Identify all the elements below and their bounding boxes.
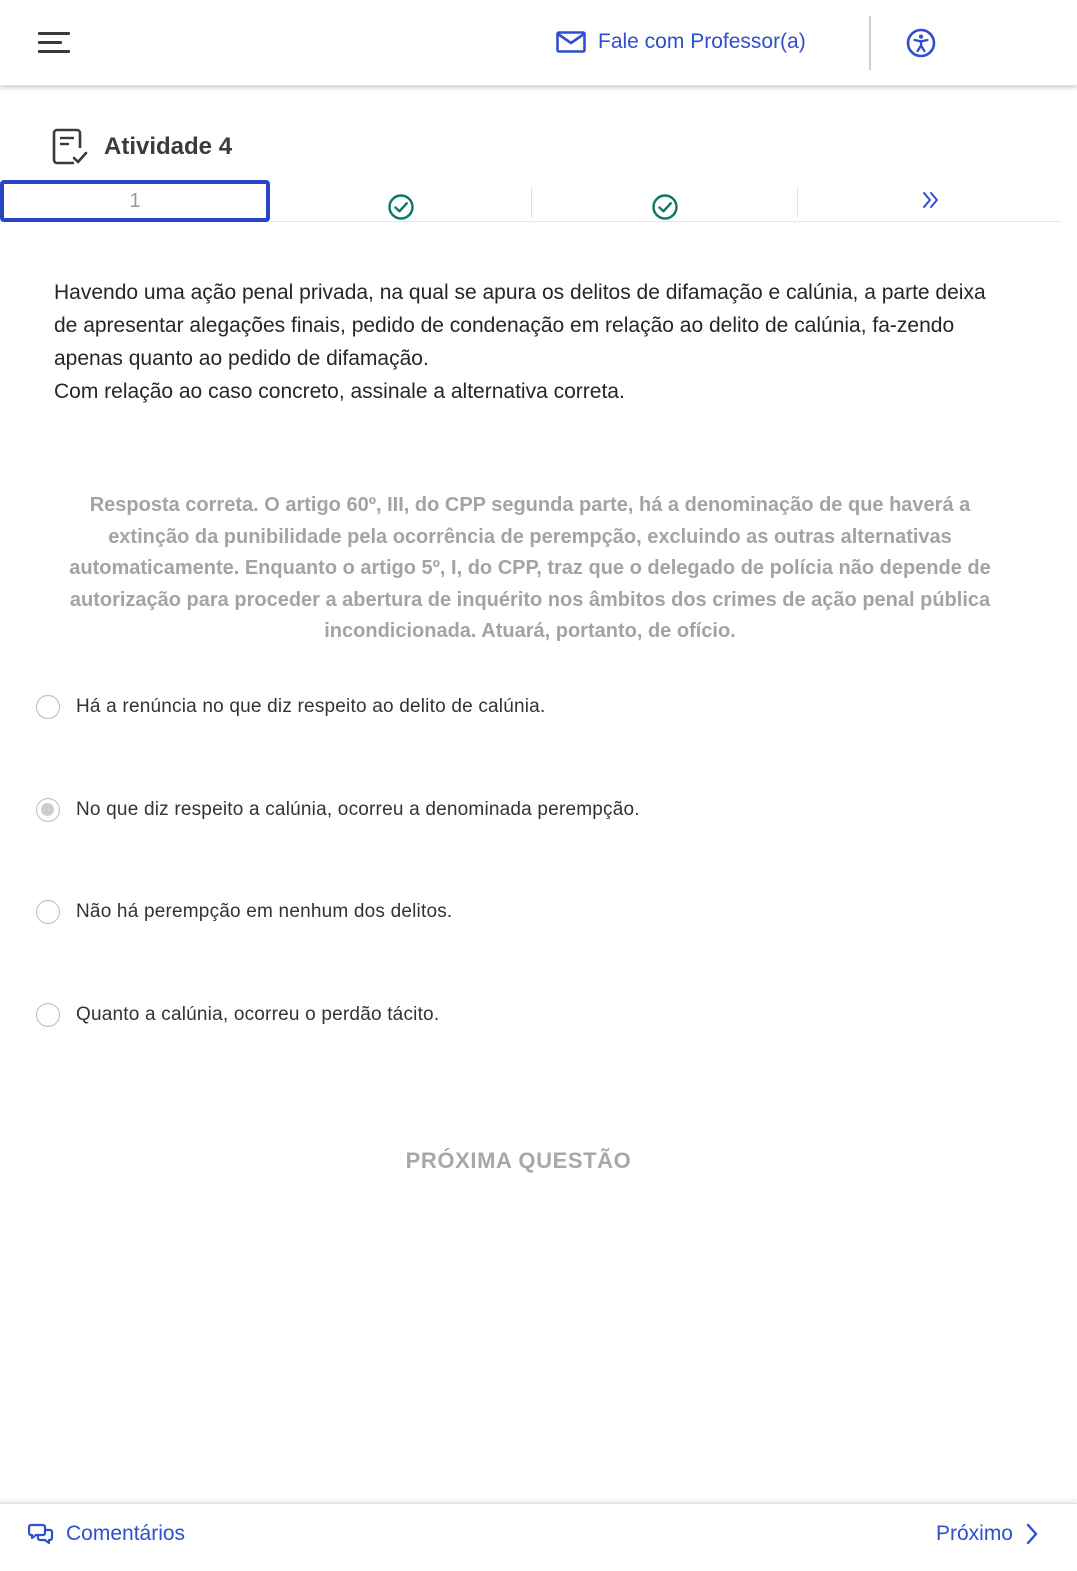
next-link[interactable]	[936, 1522, 1039, 1546]
answer-option-2[interactable]	[36, 796, 640, 824]
top-bar	[0, 0, 1077, 86]
comments-link[interactable]	[28, 1522, 185, 1546]
contact-teacher-label: Fale com Professor(a)	[598, 30, 806, 53]
question-statement: Havendo uma ação penal privada, na qual se apura os delitos de difamação e calúnia, a parte deixa de apresentar alegações finais, pedido de condenação em relação ao delito de calúnia, fa-zendo apenas quanto ao pedido de difamação.	[54, 281, 986, 370]
radio-button-selected[interactable]	[36, 798, 60, 822]
check-circle-icon	[387, 193, 415, 221]
option-label: Há a renúncia no que diz respeito ao delito de calúnia.	[76, 696, 546, 717]
comments-label: Comentários	[66, 1522, 186, 1545]
question-steps	[0, 180, 1062, 222]
radio-button[interactable]	[36, 900, 60, 924]
comments-icon	[28, 1522, 54, 1546]
answer-option-3[interactable]	[36, 898, 452, 926]
activity-title: Atividade 4	[104, 133, 233, 160]
answer-option-4[interactable]	[36, 1001, 439, 1029]
step-3-completed[interactable]	[532, 180, 797, 222]
step-1-label: 1	[129, 189, 141, 212]
option-label: Não há perempção em nenhum dos delitos.	[76, 901, 453, 922]
question-prompt: Com relação ao caso concreto, assinale a alternativa correta.	[54, 380, 625, 403]
accessibility-icon[interactable]	[906, 28, 936, 58]
header-divider	[869, 16, 871, 70]
double-chevron-right-icon	[916, 186, 944, 214]
option-label: Quanto a calúnia, ocorreu o perdão tácito.	[76, 1004, 440, 1025]
mail-icon	[556, 31, 586, 53]
question-text	[54, 276, 1004, 408]
bottom-bar	[0, 1503, 1077, 1571]
radio-button[interactable]	[36, 695, 60, 719]
step-2-completed[interactable]	[270, 180, 532, 222]
menu-icon[interactable]	[38, 30, 72, 56]
contact-teacher-link[interactable]	[556, 26, 806, 58]
chevron-right-icon	[1025, 1523, 1039, 1545]
answer-option-1[interactable]	[36, 693, 545, 721]
answer-feedback: Resposta correta. O artigo 60º, III, do CPP segunda parte, há a denominação de que haverá a extinção da punibilidade pela ocorrência de perempção, excluindo as outras alternativas automaticamente. Enquanto o artigo 5º, I, do CPP, traz que o delegado de polícia não depende de autorização para proceder a abertura de inquérito nos âmbitos dos crimes de ação penal pública incondicionada. Atuará, portanto, de ofício.	[69, 494, 991, 642]
activity-header	[52, 128, 232, 166]
next-question-button[interactable]: PRÓXIMA QUESTÃO	[405, 1148, 632, 1173]
option-label: No que diz respeito a calúnia, ocorreu a denominada perempção.	[76, 799, 640, 820]
steps-next-button[interactable]	[798, 180, 1062, 222]
radio-button[interactable]	[36, 1003, 60, 1027]
activity-checklist-icon	[52, 128, 88, 166]
check-circle-icon	[651, 193, 679, 221]
next-label: Próximo	[935, 1522, 1013, 1545]
step-1-current[interactable]	[0, 180, 270, 222]
